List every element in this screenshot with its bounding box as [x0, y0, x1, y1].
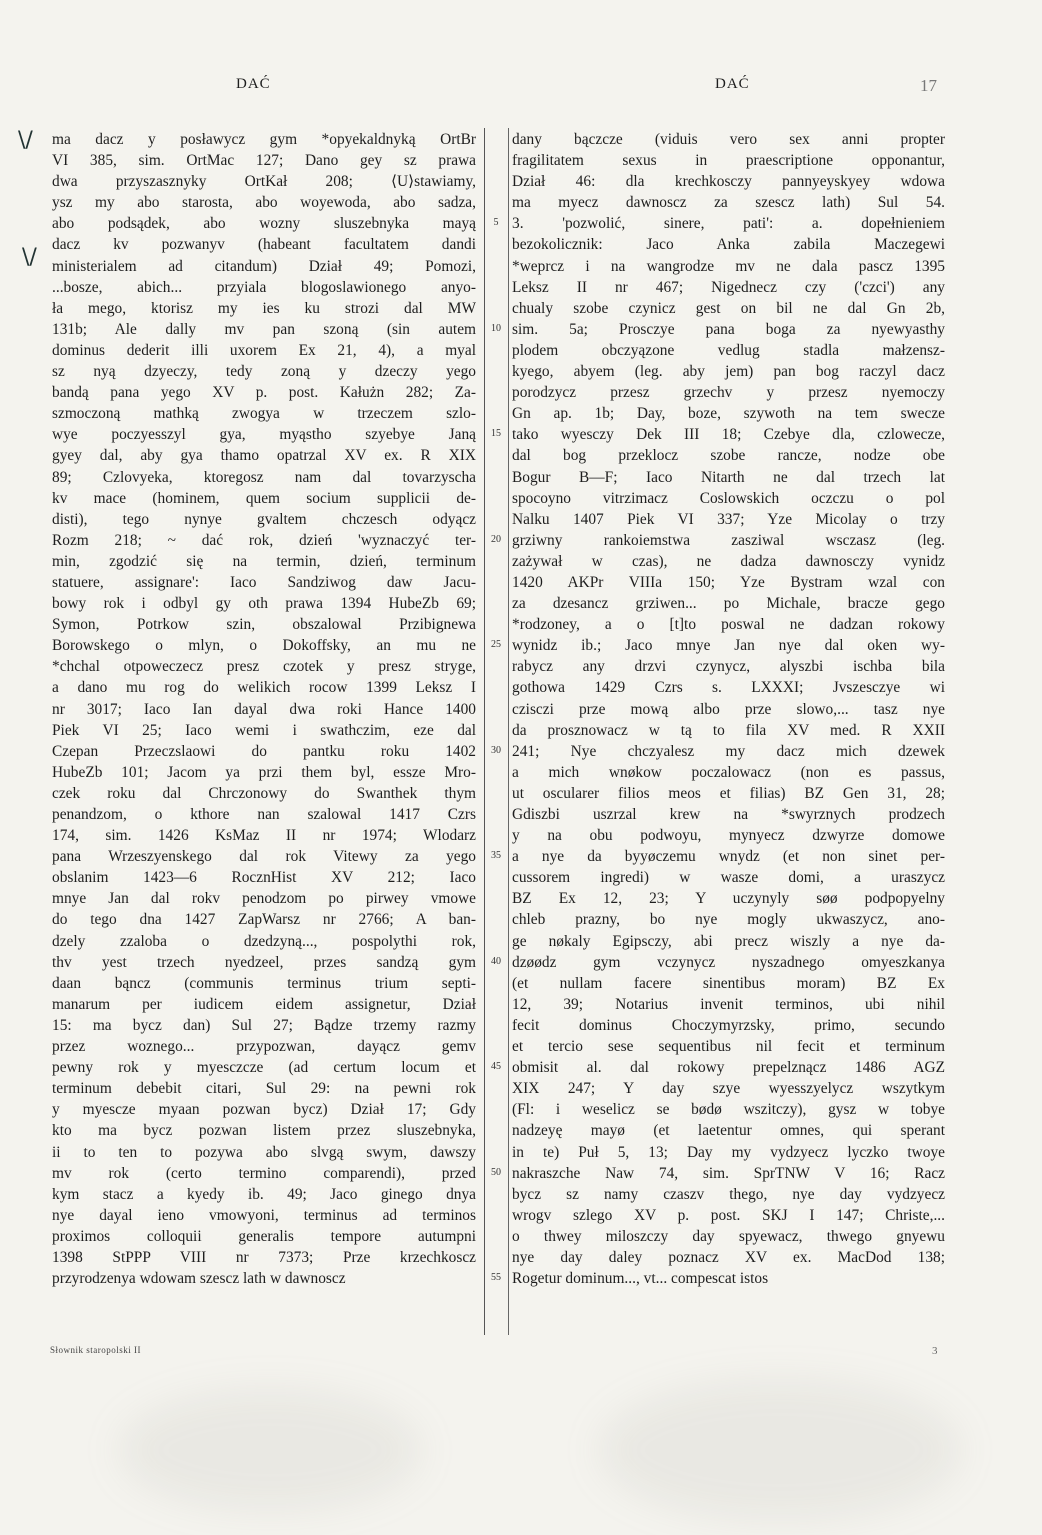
line-number: 50 — [491, 1166, 501, 1178]
text-line: pewny rok y myesczcze (ad certum locum et — [52, 1059, 476, 1077]
text-line: ła mego, ktorisz my ies ku strozi dal MW — [52, 299, 476, 317]
text-line: y na obu podwoyu, mynyecz dzwyrze domowe — [512, 827, 945, 845]
text-line: gyey dal, aby gya thamo opatrzal XV ex. R XIX — [52, 447, 476, 465]
text-line: Gdiszbi uszrzal krew na *swyrznych prodzech — [512, 806, 945, 823]
text-line: daan bąncz (communis terminus trium septi- — [52, 974, 476, 992]
text-line: wrogv szlego XV p. post. SKJ I 147; Christe,... — [512, 1206, 945, 1224]
line-number: 20 — [491, 533, 501, 545]
paper-smudge — [120, 1390, 420, 1510]
text-line: grziwny rankoiemstwa zasziwal wsczasz (leg. — [512, 531, 945, 549]
text-line: 89; Czlovyeka, ktoregosz nam dal tovarzyscha — [52, 468, 476, 486]
text-line: bycz sz namy czaszv thego, nye day vydzyecz — [512, 1185, 945, 1203]
text-line: 1420 AKPr VIIIa 150; Yze Bystram wzal con — [512, 573, 945, 591]
text-line: Nalku 1407 Piek VI 337; Yze Micolay o trzy — [512, 510, 945, 528]
text-line: mv rok (certo termino comparendi), przed — [52, 1164, 476, 1182]
text-line: terminum debebit citari, Sul 29: na pewni rok — [52, 1080, 476, 1098]
text-line: dany bączcze (viduis vero sex anni propter — [512, 131, 945, 148]
text-line: dacz kv pozwanyv (habeant facultatem dandi — [52, 236, 476, 254]
footer-signature-line: Słownik staropolski II — [50, 1345, 141, 1355]
text-line: porodzycz przesz grzechv y przesz nyemoczy — [512, 384, 945, 402]
text-line: penandzom, o kthore nan szalowal 1417 Czrs — [52, 806, 476, 823]
text-line: 131b; Ale dally mv pan szoną (sin autem — [52, 320, 476, 338]
text-line: min, zgodzić się na termin, dzień, terminum — [52, 552, 476, 570]
text-line: a dano mu rog do welikich rocow 1399 Leksz I — [52, 679, 476, 697]
text-line: dzøødz gym vczynycz nyszadnego omyeszkanya — [512, 953, 945, 971]
text-line: przyrodzenya wdowam szescz lath w dawnoscz — [52, 1270, 346, 1288]
text-line: ge nøkaly Egipsczy, abi precz wiszly a nye da- — [512, 932, 945, 950]
column-rule — [484, 128, 485, 1335]
text-line: kto ma bycz pozwan listem przez sluszebnyka, — [52, 1122, 476, 1140]
margin-check-mark: \/ — [22, 245, 37, 270]
text-line: Borowskego o mlyn, o Dokoffsky, an mu ne — [52, 637, 476, 655]
text-line: proximos colloquii generalis tempore autumpni — [52, 1227, 476, 1245]
text-line: bezokolicznik: Jaco Anka zabila Maczegewi — [512, 236, 945, 254]
text-line: do tego dna 1427 ZapWarsz nr 2766; A ban- — [52, 911, 476, 929]
text-line: kyego, abyem (leg. aby jem) pan bog raczyl dacz — [512, 363, 945, 381]
text-line: gothowa 1429 Czrs s. LXXXI; Jvszesczye wi — [512, 679, 945, 697]
text-line: (et nullam facere sinentibus moram) BZ Ex — [512, 974, 945, 992]
text-line: thv yest trzech nyedzeel, przes sandzą gym — [52, 953, 476, 971]
text-line: obslanim 1423—6 RocznHist XV 212; Iaco — [52, 869, 476, 887]
text-line: in te) Puł 5, 13; Day my vydzyecz lyczko twoye — [512, 1143, 945, 1161]
text-line: rabycz any drzvi czynycz, alyszbi ischba bila — [512, 658, 945, 676]
text-line: kym stacz a kyedy ib. 49; Jaco ginego dnya — [52, 1185, 476, 1203]
page-number: 17 — [920, 76, 937, 95]
text-line: Gn ap. 1b; Day, boze, szywoth na tem swecze — [512, 405, 945, 423]
text-line: *weprcz i na wangrodze mv ne dala pascz 1395 — [512, 257, 945, 275]
text-line: HubeZb 101; Jacom ya przi them byl, essze Mro- — [52, 763, 476, 781]
text-line: dzely zzaloba o dzedzyną..., pospolythi rok, — [52, 932, 476, 950]
text-line: Dział 46: dla krechkosczy pannyeyskyey wdowa — [512, 173, 945, 191]
text-line: dal bog przeklocz szobe rancze, nodze obe — [512, 447, 945, 465]
line-number: 15 — [491, 428, 501, 440]
text-line: 15: ma bycz dan) Sul 27; Bądze trzemy razmy — [52, 1016, 476, 1034]
text-line: dominus dederit illi uxorem Ex 21, 4), a myal — [52, 341, 476, 359]
text-line: ut oscularer filios meos et filias) BZ Gen 31, 28; — [512, 784, 945, 802]
text-line: ministerialem ad citandum) Dział 49; Pomozi, — [52, 257, 476, 275]
line-number: 55 — [491, 1272, 501, 1284]
text-line: nadzeyę mayø (et laetentur omnes, qui sperant — [512, 1122, 945, 1140]
text-line: nye day daley poznacz XV ex. MacDod 138; — [512, 1248, 945, 1266]
text-line: Czepan Przeczslaowi do pantku roku 1402 — [52, 742, 476, 760]
line-number: 25 — [491, 639, 501, 651]
text-line: nakraszche Naw 74, sim. SprTNW V 16; Racz — [512, 1164, 945, 1182]
text-line: 241; Nye chczyalesz my dacz mich dzewek — [512, 742, 945, 760]
text-line: Rozm 218; ~ dać rok, dzień 'wyznaczyć ter- — [52, 531, 476, 549]
text-line: kv mace (hominem, quem socium supplicii de- — [52, 489, 476, 507]
text-line: manarum per iudicem eidem assignetur, Dział — [52, 995, 476, 1013]
column-rule — [508, 128, 509, 1335]
text-line: tako wyesczy Dek III 18; Czebye dla, czlowecze, — [512, 426, 945, 444]
text-line: Leksz II nr 467; Nigedneсz czy ('czci') any — [512, 278, 945, 296]
text-line: spocoyno vitrzimacz Coslowskich oczczu o pol — [512, 489, 945, 507]
text-line: ...bosze, abich... przyiala blogoslawionego anyo- — [52, 278, 476, 296]
text-line: sim. 5a; Prosczye pana boga za nyewyasthy — [512, 320, 945, 338]
left-column — [52, 129, 476, 1289]
text-line: ma myecz dawnoscz za szescz lath) Sul 54. — [512, 194, 945, 212]
text-line: da prosznowacz w tą to fila XV med. R XXII — [512, 721, 945, 739]
text-line: ii to ten to pozywa abo slvgą swym, dawszy — [52, 1143, 476, 1161]
text-line: et tercio sese sequentibus nil fecit et terminum — [512, 1038, 945, 1056]
text-line: ma dacz y posławycz gym *opyekaldnyką OrtBr — [52, 131, 476, 148]
text-line: *rodzoney, a o [t]to poswal ne dadzan rokowy — [512, 616, 945, 634]
line-number: 35 — [491, 850, 501, 862]
text-line: BZ Ex 12, 23; Y uczynyly søø podpopyelny — [512, 890, 945, 908]
line-number: 45 — [491, 1061, 501, 1073]
line-number: 40 — [491, 955, 501, 967]
text-line: czek roku dal Chrczonowy do Swanthek thym — [52, 784, 476, 802]
margin-check-mark: \/ — [18, 128, 33, 153]
text-line: czisczi prze mową albo prze slowo,... tasz nye — [512, 700, 945, 718]
text-line: nr 3017; Iaco Ian dayal dwa roki Hance 1400 — [52, 700, 476, 718]
text-line: *chchal otpoweczecz presz czotek y presz stryge, — [52, 658, 476, 676]
text-line: bowy rok i odbyl gy oth prawa 1394 HubeZb 69; — [52, 595, 476, 613]
text-line: 12, 39; Notarius invenit terminos, ubi nihil — [512, 995, 945, 1013]
text-line: 174, sim. 1426 KsMaz II nr 1974; Wlodarz — [52, 827, 476, 845]
text-line: 3. 'pozwolić, sinere, pati': a. dopełnieniem — [512, 215, 945, 233]
text-line: szmoczoną mathką zwogya w trzeczem szlo- — [52, 405, 476, 423]
text-line: za dzesancz grziwen... po Michale, bracze gego — [512, 595, 945, 613]
text-line: 1398 StPPP VIII nr 7373; Prze krzechkoscz — [52, 1248, 476, 1266]
text-line: y myescze myaan pozwan bycz) Dział 17; Gdy — [52, 1101, 476, 1119]
text-line: Bogur B—F; Iaco Nitarth ne dal trzech lat — [512, 468, 945, 486]
text-line: statuere, assignare': Iaco Sandziwog daw Jacu- — [52, 573, 476, 591]
text-line: a mich wnøkow poczalowacz (non es passus, — [512, 763, 945, 781]
text-line: ysz my abo starosta, abo woyewoda, abo sadza, — [52, 194, 476, 212]
text-line: Piek VI 25; Iaco wemi i swathczim, eze dal — [52, 721, 476, 739]
text-line: bandą pana yego XV p. post. Kałużn 282; Za- — [52, 384, 476, 402]
text-line: chleb prazny, bo nye mogly ukwaszycz, ano- — [512, 911, 945, 929]
sheet-signature: 3 — [932, 1345, 938, 1357]
text-line: fragilitatem sexus in praescriptione opponantur, — [512, 152, 945, 170]
text-line: dwa przyszasznyky OrtKał 208; ⟨U⟩stawiamy, — [52, 173, 476, 191]
paper-smudge — [600, 1380, 960, 1520]
text-line: plodem obczyązone vedlug stadla małzensz- — [512, 341, 945, 359]
text-line: wye poczyesszyl gya, myąstho szyebye Janą — [52, 426, 476, 444]
text-line: obmisit al. dal rokowy prepelznącz 1486 AGZ — [512, 1059, 945, 1077]
text-line: o thwey miloszczy day spyewacz, thwego gnyewu — [512, 1227, 945, 1245]
text-line: (Fl: i weselicz se bødø wszitczy), gysz w tobye — [512, 1101, 945, 1119]
text-line: przez woznego... przypozwan, dayącz gemv — [52, 1038, 476, 1056]
text-line: mnye Jan dal rokv penodzom po pirwey vmowe — [52, 890, 476, 908]
text-line: abo podsądek, abo wozny sluszebnyka mayą — [52, 215, 476, 233]
text-line: cussorem ingredi) w wasze domi, a uraszycz — [512, 869, 945, 887]
text-line: XIX 247; Y day szye wyesszyelycz wszytkym — [512, 1080, 945, 1098]
text-line: sz nyą dzyeczy, tedy zoną y dzeczy yego — [52, 363, 476, 381]
line-number: 10 — [491, 322, 501, 334]
text-line: pana Wrzeszyenskego dal rok Vitewy za yego — [52, 848, 476, 866]
left-running-head: DAĆ — [236, 76, 271, 92]
line-number: 30 — [491, 744, 501, 756]
text-line: disti), tego nynye gvaltem chczesch odyącz — [52, 510, 476, 528]
text-line: Symon, Potrkow szin, obszalowal Przibignewa — [52, 616, 476, 634]
text-line: a nye da byyøczemu wnydz (et non sinet per- — [512, 848, 945, 866]
text-line: Rogetur dominum..., vt... compescat istos — [512, 1270, 769, 1288]
text-line: zażywał w czas), ne dadza dawnosczy vynidz — [512, 552, 945, 570]
line-number: 5 — [493, 217, 499, 229]
text-line: wynidz ib.; Jaco mnye Jan nye dal oken wy- — [512, 637, 945, 655]
text-line: VI 385, sim. OrtMac 127; Dano gey sz prawa — [52, 152, 476, 170]
text-line: chualy szobe czynicz gest on bil ne dal Gn 2b, — [512, 299, 945, 317]
text-line: nye dayal ieno vmowyoni, terminus ad terminos — [52, 1206, 476, 1224]
right-running-head: DAĆ — [715, 76, 750, 92]
text-line: fecit dominus Choczymyrzsky, primo, secundo — [512, 1016, 945, 1034]
right-column — [512, 129, 945, 1289]
